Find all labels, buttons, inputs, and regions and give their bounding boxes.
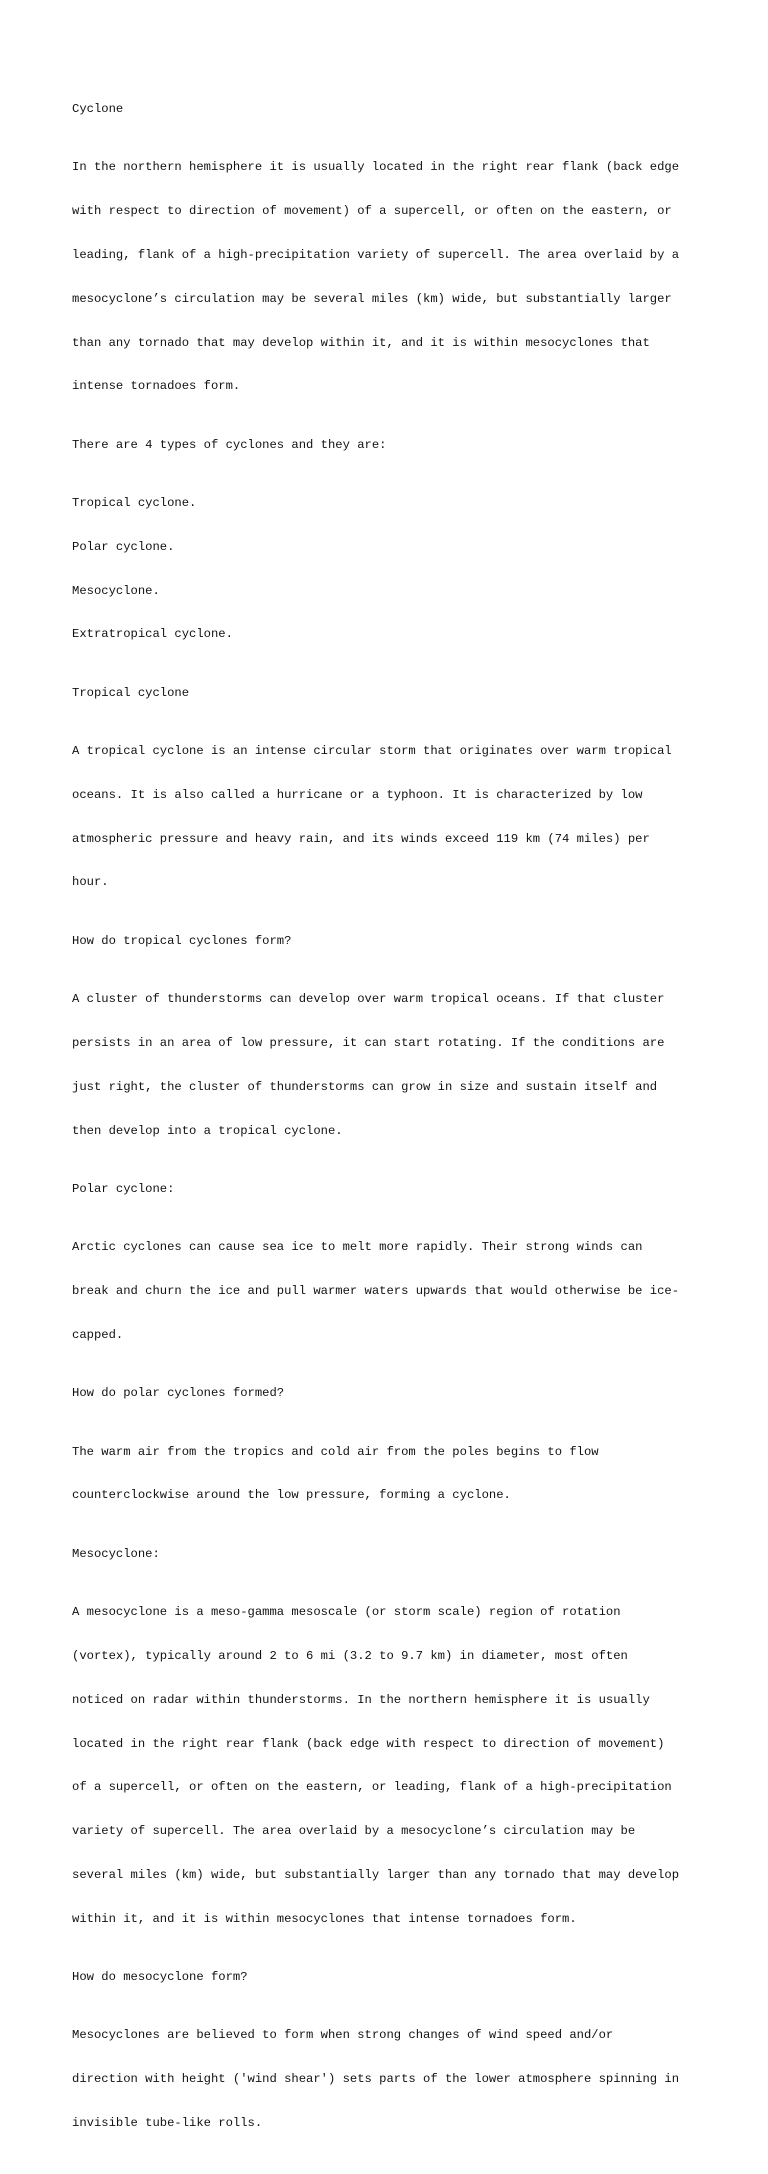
meso-form-paragraph bbox=[72, 1999, 702, 2160]
polar-form-line: The warm air from the tropics and cold air from the poles begins to flow bbox=[72, 1444, 599, 1459]
intro-line: In the northern hemisphere it is usually located in the right rear flank (back edge bbox=[72, 160, 680, 175]
meso-form-heading: How do mesocyclone form? bbox=[72, 1970, 248, 1984]
tropical-form-paragraph bbox=[72, 963, 702, 1167]
types-list bbox=[72, 467, 702, 671]
tropical-form-line: just right, the cluster of thunderstorms can grow in size and sustain itself and bbox=[72, 1079, 658, 1094]
meso-form-line: invisible tube-like rolls. bbox=[72, 2115, 263, 2130]
polar-paragraph bbox=[72, 1211, 702, 1372]
polar-form-line: counterclockwise around the low pressure, forming a cyclone. bbox=[72, 1488, 511, 1503]
tropical-line: hour. bbox=[72, 875, 109, 890]
type-item: Polar cyclone. bbox=[72, 539, 175, 554]
intro-line: intense tornadoes form. bbox=[72, 379, 241, 394]
meso-line: of a supercell, or often on the eastern, or leading, flank of a high-precipitation bbox=[72, 1780, 672, 1795]
tropical-heading: Tropical cyclone bbox=[72, 685, 190, 700]
tropical-form-line: A cluster of thunderstorms can develop over warm tropical oceans. If that cluster bbox=[72, 992, 665, 1007]
meso-line: located in the right rear flank (back edge with respect to direction of movement) bbox=[72, 1736, 665, 1751]
meso-heading: Mesocyclone: bbox=[72, 1546, 160, 1561]
intro-line: with respect to direction of movement) of a supercell, or often on the eastern, or bbox=[72, 204, 672, 219]
polar-line: capped. bbox=[72, 1327, 124, 1342]
tropical-line: oceans. It is also called a hurricane or a typhoon. It is characterized by low bbox=[72, 787, 643, 802]
document-title: Cyclone bbox=[72, 102, 124, 116]
polar-form-heading: How do polar cyclones formed? bbox=[72, 1386, 285, 1401]
tropical-line: A tropical cyclone is an intense circular storm that originates over warm tropical bbox=[72, 744, 672, 759]
intro-line: than any tornado that may develop within it, and it is within mesocyclones that bbox=[72, 335, 650, 350]
meso-line: within it, and it is within mesocyclones that intense tornadoes form. bbox=[72, 1911, 577, 1926]
document-page bbox=[72, 102, 702, 2174]
type-item: Mesocyclone. bbox=[72, 583, 160, 598]
meso-form-line: Mesocyclones are believed to form when strong changes of wind speed and/or bbox=[72, 2028, 614, 2043]
meso-line: variety of supercell. The area overlaid by a mesocyclone’s circulation may be bbox=[72, 1824, 636, 1839]
tropical-paragraph bbox=[72, 715, 702, 919]
polar-heading: Polar cyclone: bbox=[72, 1181, 175, 1196]
polar-form-paragraph bbox=[72, 1415, 702, 1532]
type-item: Extratropical cyclone. bbox=[72, 627, 233, 642]
polar-line: Arctic cyclones can cause sea ice to melt more rapidly. Their strong winds can bbox=[72, 1240, 643, 1255]
meso-paragraph bbox=[72, 1576, 702, 1955]
meso-line: several miles (km) wide, but substantially larger than any tornado that may develop bbox=[72, 1867, 680, 1882]
polar-line: break and churn the ice and pull warmer waters upwards that would otherwise be ice- bbox=[72, 1284, 680, 1299]
meso-form-line: direction with height ('wind shear') sets parts of the lower atmosphere spinning in bbox=[72, 2072, 680, 2087]
meso-line: A mesocyclone is a meso-gamma mesoscale (or storm scale) region of rotation bbox=[72, 1605, 621, 1620]
types-intro: There are 4 types of cyclones and they are: bbox=[72, 437, 387, 452]
tropical-form-heading: How do tropical cyclones form? bbox=[72, 933, 292, 948]
intro-line: leading, flank of a high-precipitation variety of supercell. The area overlaid by a bbox=[72, 247, 680, 262]
type-item: Tropical cyclone. bbox=[72, 496, 197, 511]
tropical-form-line: persists in an area of low pressure, it can start rotating. If the conditions are bbox=[72, 1036, 665, 1050]
tropical-form-line: then develop into a tropical cyclone. bbox=[72, 1123, 343, 1138]
meso-line: (vortex), typically around 2 to 6 mi (3.2 to 9.7 km) in diameter, most often bbox=[72, 1648, 628, 1663]
intro-paragraph bbox=[72, 131, 702, 423]
tropical-line: atmospheric pressure and heavy rain, and its winds exceed 119 km (74 miles) per bbox=[72, 831, 650, 846]
meso-line: noticed on radar within thunderstorms. In the northern hemisphere it is usually bbox=[72, 1692, 650, 1707]
intro-line: mesocyclone’s circulation may be several miles (km) wide, but substantially larger bbox=[72, 291, 672, 306]
